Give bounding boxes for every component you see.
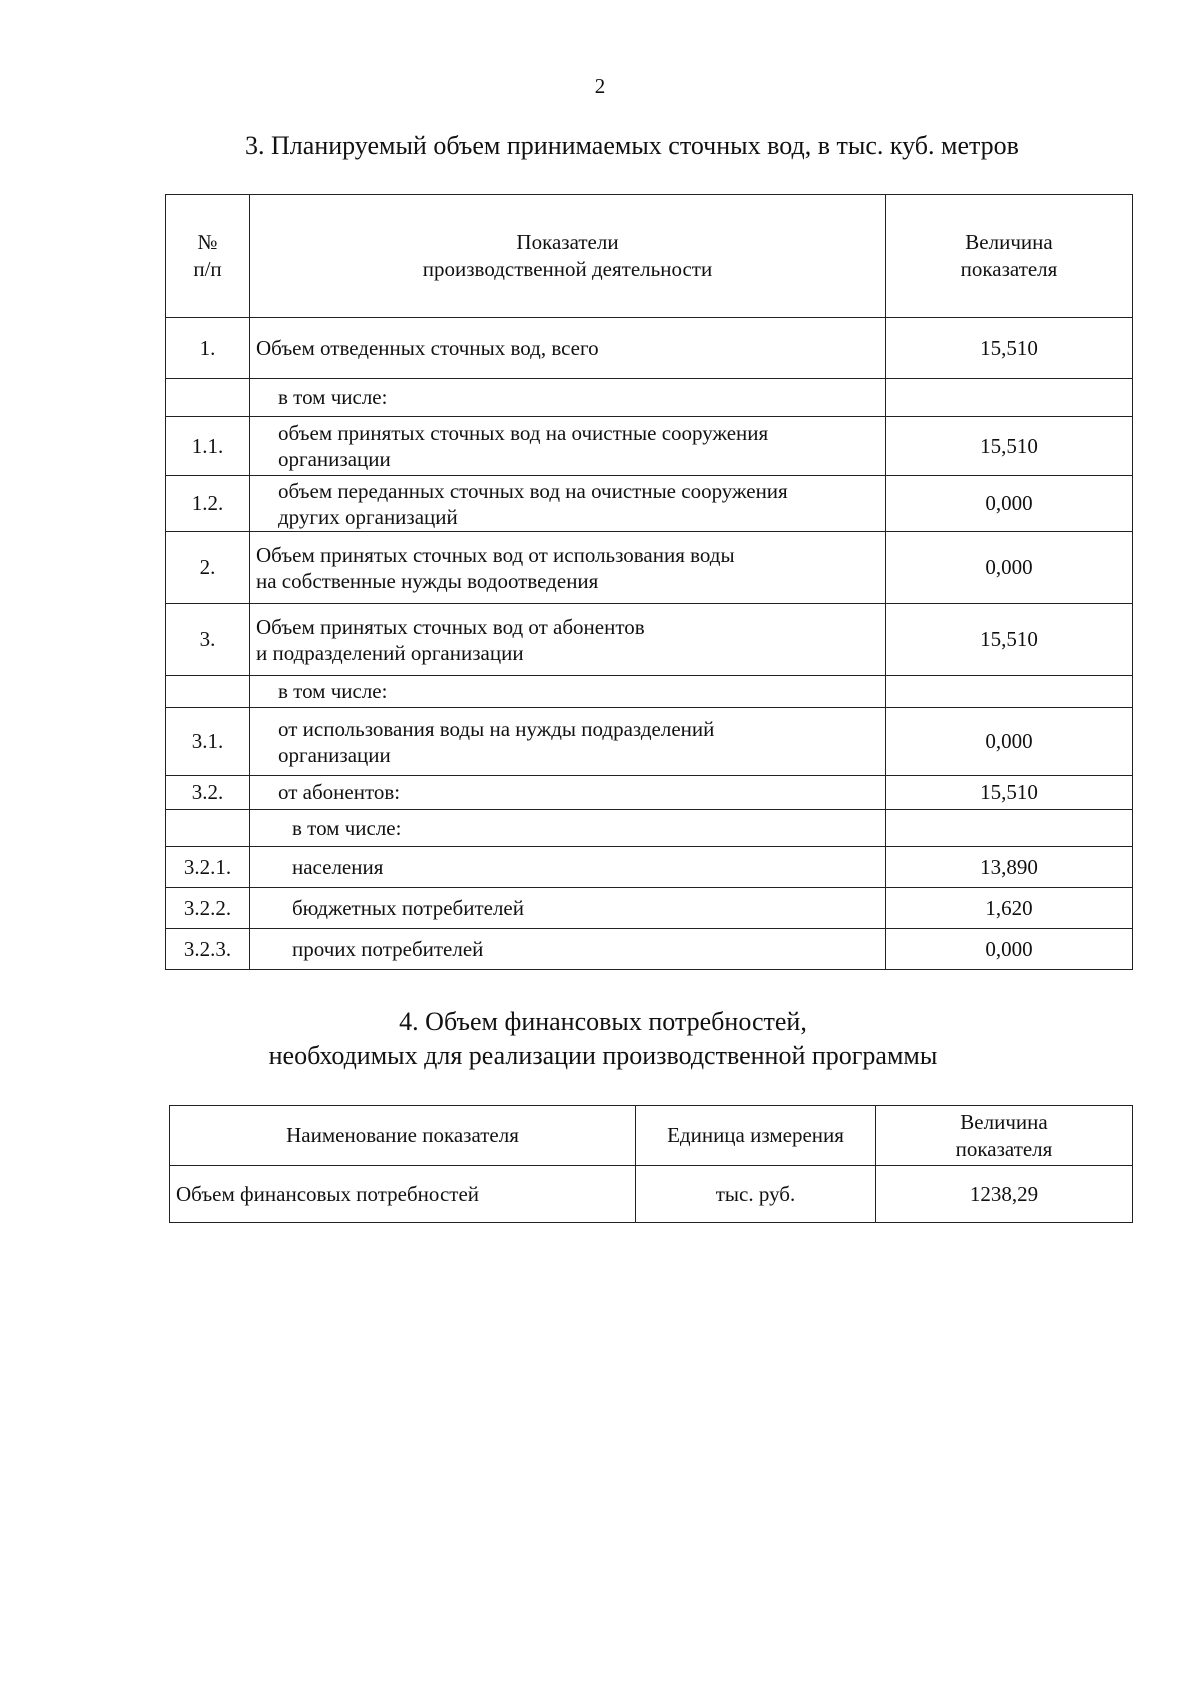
- header-indicator-line1: Показатели: [516, 230, 619, 254]
- row-indicator-line2: на собственные нужды водоотведения: [256, 568, 599, 593]
- row-unit: тыс. руб.: [636, 1166, 876, 1223]
- row-number: 3.2.: [166, 776, 250, 810]
- row-number: 3.2.1.: [166, 847, 250, 888]
- row-indicator: в том числе:: [250, 379, 886, 417]
- table-row: [166, 604, 1133, 676]
- row-indicator-line1: Объем принятых сточных вод от использования воды: [256, 542, 735, 567]
- row-value: 15,510: [886, 318, 1133, 379]
- row-indicator-line1: от использования воды на нужды подразделений: [278, 716, 715, 741]
- row-number: 1.1.: [166, 417, 250, 476]
- page-number: 2: [594, 74, 606, 98]
- row-indicator-line1: Объем принятых сточных вод от абонентов: [256, 614, 645, 639]
- row-indicator: в том числе:: [250, 810, 886, 847]
- table-header-row: [166, 195, 1133, 318]
- header-number-line1: №: [197, 230, 218, 254]
- financial-needs-table: [169, 1105, 1133, 1223]
- table-row: [166, 417, 1133, 476]
- row-value: 1,620: [886, 888, 1133, 929]
- header-value-line2: показателя: [960, 257, 1058, 281]
- row-value: 0,000: [886, 929, 1133, 970]
- row-number: 2.: [166, 532, 250, 604]
- row-indicator: бюджетных потребителей: [250, 888, 886, 929]
- table-row: [170, 1166, 1133, 1223]
- row-indicator-line2: и подразделений организации: [256, 640, 524, 665]
- header-number: [166, 195, 250, 318]
- row-value: 15,510: [886, 417, 1133, 476]
- header-indicator-line2: производственной деятельности: [422, 257, 713, 281]
- table-row: [166, 810, 1133, 847]
- row-indicator: [250, 604, 886, 676]
- header-name: Наименование показателя: [170, 1106, 636, 1166]
- section-4-title: [3, 1005, 1200, 1073]
- row-number: 1.2.: [166, 476, 250, 532]
- header-value-line1: Величина: [965, 230, 1053, 254]
- row-value: 13,890: [886, 847, 1133, 888]
- table-row: [166, 676, 1133, 708]
- row-indicator: Объем отведенных сточных вод, всего: [250, 318, 886, 379]
- header-value-line1: Величина: [960, 1109, 1048, 1134]
- row-number: 3.1.: [166, 708, 250, 776]
- header-number-line2: п/п: [193, 257, 222, 281]
- table-header-row: [170, 1106, 1133, 1166]
- row-indicator: [250, 417, 886, 476]
- row-value: 0,000: [886, 708, 1133, 776]
- table-row: [166, 776, 1133, 810]
- row-indicator-line1: объем переданных сточных вод на очистные сооружения: [278, 478, 788, 503]
- row-value: 15,510: [886, 776, 1133, 810]
- wastewater-volume-table: [165, 194, 1133, 970]
- row-number: 3.: [166, 604, 250, 676]
- row-value: 0,000: [886, 476, 1133, 532]
- row-number: [166, 379, 250, 417]
- row-indicator-line2: организации: [278, 447, 391, 471]
- row-indicator: населения: [250, 847, 886, 888]
- header-value: [876, 1106, 1133, 1166]
- table-row: [166, 532, 1133, 604]
- row-value: 15,510: [886, 604, 1133, 676]
- row-value: [886, 676, 1133, 708]
- table-row: [166, 929, 1133, 970]
- header-value: [886, 195, 1133, 318]
- table-row: [166, 318, 1133, 379]
- table-row: [166, 888, 1133, 929]
- table-row: [166, 847, 1133, 888]
- row-value: [886, 810, 1133, 847]
- section-3-title: 3. Планируемый объем принимаемых сточных вод, в тыс. куб. метров: [245, 131, 1019, 160]
- table-row: [166, 476, 1133, 532]
- header-value-line2: показателя: [955, 1136, 1053, 1161]
- header-indicator: [250, 195, 886, 318]
- row-number: [166, 810, 250, 847]
- table-row: [166, 379, 1133, 417]
- header-unit: Единица измерения: [636, 1106, 876, 1166]
- row-indicator: прочих потребителей: [250, 929, 886, 970]
- row-indicator: [250, 532, 886, 604]
- row-indicator-line1: объем принятых сточных вод на очистные сооружения: [278, 421, 769, 445]
- row-indicator-line2: других организаций: [278, 504, 458, 529]
- row-indicator: от абонентов:: [250, 776, 886, 810]
- section-4-title-line2: необходимых для реализации производственной программы: [268, 1041, 938, 1070]
- row-value: 0,000: [886, 532, 1133, 604]
- row-indicator: [250, 708, 886, 776]
- row-number: 3.2.2.: [166, 888, 250, 929]
- section-4-title-line1: 4. Объем финансовых потребностей,: [399, 1007, 807, 1036]
- row-value: [886, 379, 1133, 417]
- row-number: [166, 676, 250, 708]
- row-name: Объем финансовых потребностей: [170, 1166, 636, 1223]
- row-indicator-line2: организации: [278, 742, 391, 767]
- table-row: [166, 708, 1133, 776]
- row-indicator: в том числе:: [250, 676, 886, 708]
- row-indicator: [250, 476, 886, 532]
- row-value: 1238,29: [876, 1166, 1133, 1223]
- row-number: 1.: [166, 318, 250, 379]
- row-number: 3.2.3.: [166, 929, 250, 970]
